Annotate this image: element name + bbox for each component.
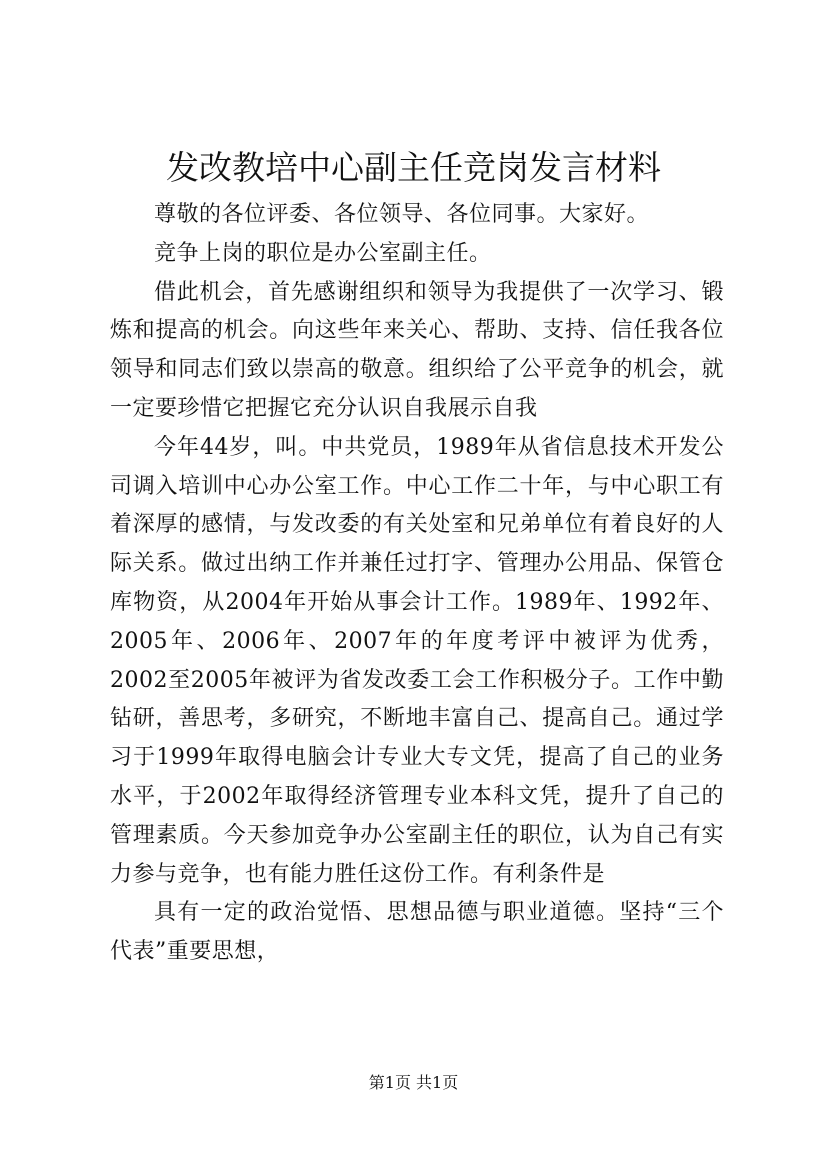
paragraph-thanks: 借此机会，首先感谢组织和领导为我提供了一次学习、锻炼和提高的机会。向这些年来关心、帮助、支持、信任我各位领导和同志们致以崇高的敬意。组织给了公平竞争的机会，就一定要珍惜它把握它充分认识自我展示自我 bbox=[110, 279, 724, 421]
paragraph-position: 竞争上岗的职位是办公室副主任。 bbox=[154, 240, 492, 266]
document-title: 发改教培中心副主任竞岗发言材料 bbox=[166, 148, 661, 187]
paragraph-background: 今年44岁，叫。中共党员，1989年从省信息技术开发公司调入培训中心办公室工作。中心工作二十年，与中心职工有着深厚的感情，与发改委的有关处室和兄弟单位有着良好的人际关系。做过出纳工作并兼任过打字、管理办公用品、保管仓库物资，从2004年开始从事会计工作。1989年、1992年、2005年、2006年、2007年的年度考评中被评为优秀，2002至2005年被评为省发改委工会工作积极分子。工作中勤钻研，善思考，多研究，不断地丰富自己、提高自己。通过学习于1999年取得电脑会计专业大专文凭，提高了自己的业务水平，于2002年取得经济管理专业本科文凭，提升了自己的管理素质。今天参加竞争办公室副主任的职位，认为自己有实力参与竞争，也有能力胜任这份工作。有利条件是 bbox=[110, 434, 724, 887]
page-footer: 第1页 共1页 bbox=[368, 1073, 459, 1092]
paragraph-greeting: 尊敬的各位评委、各位领导、各位同事。大家好。 bbox=[154, 202, 650, 227]
document-body bbox=[110, 196, 724, 972]
paragraph-qualities: 具有一定的政治觉悟、思想品德与职业道德。坚持“三个代表”重要思想， bbox=[110, 900, 724, 965]
